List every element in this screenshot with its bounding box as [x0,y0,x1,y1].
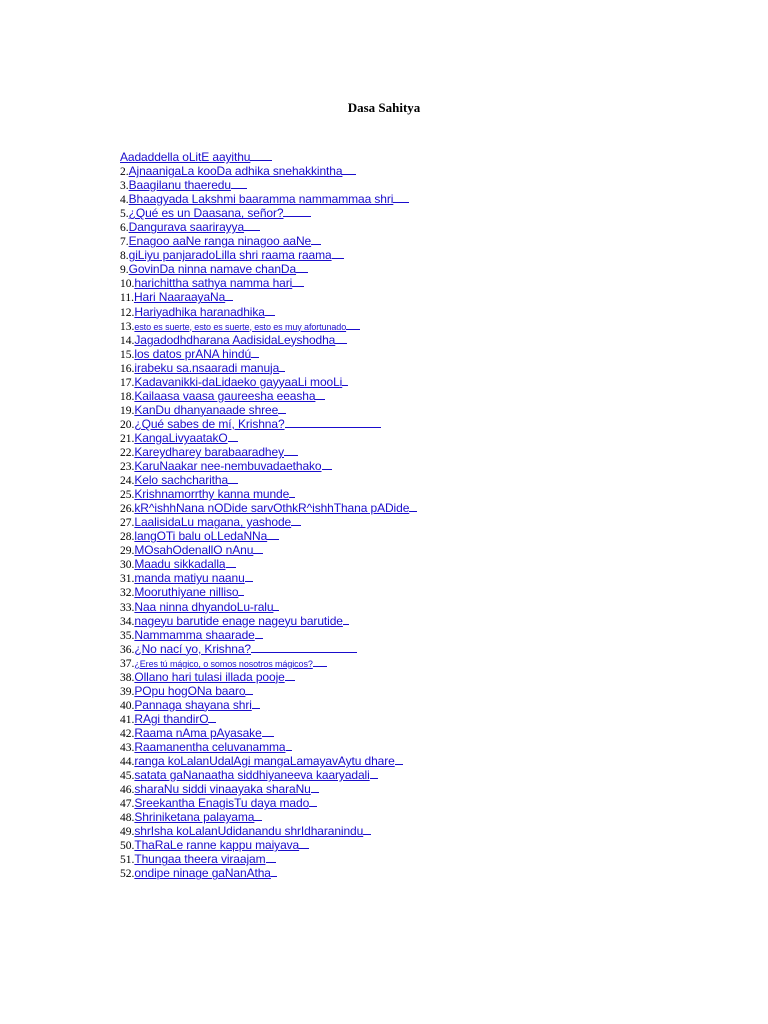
song-link[interactable]: harichittha sathya namma hari [134,276,293,291]
item-number: 17. [120,376,135,389]
link-underline-tail[interactable] [255,628,263,639]
list-item [120,192,740,206]
list-item [120,754,740,768]
item-number: 48. [120,812,135,825]
list-item [120,417,740,431]
link-underline-tail[interactable] [393,192,409,203]
item-number: 22. [120,446,135,459]
song-link[interactable]: irabeku sa.nsaaradi manuja [134,360,280,375]
link-underline-tail[interactable] [342,164,356,175]
song-link[interactable]: LaalisidaLu magana, yashode [134,515,292,530]
song-link[interactable]: esto es suerte, esto es suerte, esto es muy afortunado [134,321,347,332]
item-number: 46. [120,784,135,797]
link-underline-tail[interactable] [363,824,371,835]
list-item [120,319,740,333]
item-number: 18. [120,390,135,403]
list-item [120,178,740,192]
link-underline-tail[interactable] [273,600,279,611]
list-item [120,389,740,403]
link-underline-tail[interactable] [244,220,260,231]
link-underline-tail[interactable] [342,375,348,386]
song-link[interactable]: Ollano hari tulasi illada pooje [134,669,285,684]
link-underline-tail[interactable] [285,417,381,428]
list-item [120,768,740,782]
item-number: 45. [120,770,135,783]
link-underline-tail[interactable] [252,698,260,709]
song-link[interactable]: Krishnamorrthy kanna munde [134,487,290,502]
item-number: 6. [120,222,129,235]
link-underline-tail[interactable] [370,768,378,779]
item-number: 40. [120,699,135,712]
list-item [120,600,740,614]
item-number: 3. [120,180,129,193]
link-underline-tail[interactable] [285,670,295,681]
link-underline-tail[interactable] [409,501,417,512]
item-number: 41. [120,713,135,726]
list-item [120,290,740,304]
list-item [120,557,740,571]
song-link[interactable]: POpu hogONa baaro [134,683,246,698]
list-item [120,234,740,248]
item-number: 14. [120,334,135,347]
song-link[interactable]: KanDu dhanyanaade shree [134,402,279,417]
item-number: 11. [120,292,134,305]
item-number: 51. [120,854,135,867]
song-link[interactable]: Sreekantha EnagisTu daya mado [134,796,310,811]
list-item [120,164,740,178]
song-link[interactable]: Baagilanu thaeredu [128,178,231,193]
list-item [120,333,740,347]
item-number: 37. [120,657,135,670]
item-number: 36. [120,643,135,656]
song-link[interactable]: GovinDa ninna namave chanDa [128,262,297,277]
link-underline-tail[interactable] [278,403,286,414]
list-item [120,571,740,585]
link-underline-tail[interactable] [283,206,311,217]
item-number: 20. [120,418,135,431]
song-link[interactable]: Mooruthiyane nilliso [134,585,239,600]
item-number: 35. [120,629,135,642]
song-link[interactable]: KangaLivyaatakO [134,430,228,445]
item-number: 24. [120,475,135,488]
link-underline-tail[interactable] [271,866,277,877]
song-link[interactable]: shrIsha koLalanUdidanandu shrIdharanindu [134,824,364,839]
song-link[interactable]: ondipe ninage gaNanAtha [134,866,271,881]
list-item [120,726,740,740]
song-link[interactable]: Kelo sachcharitha [134,473,229,488]
list-item [120,712,740,726]
list-item [120,276,740,290]
list-item [120,852,740,866]
song-link[interactable]: MOsahOdenallO nAnu [134,543,254,558]
list-item [120,487,740,501]
link-underline-tail[interactable] [313,656,327,667]
item-number: 39. [120,685,135,698]
page-title: Dasa Sahitya [347,100,421,115]
link-underline-tail[interactable] [289,487,295,498]
list-item [120,459,740,473]
item-number: 7. [120,236,129,249]
list-item [120,515,740,529]
song-link[interactable]: Kadavanikki-daLidaeko gayyaaLi mooLi [134,374,343,389]
link-underline-tail[interactable] [231,178,247,189]
list-item [120,543,740,557]
item-number: 30. [120,559,135,572]
song-link[interactable]: giLiyu panjaradoLilla shri raama raama [128,248,332,263]
link-underline-tail[interactable] [238,585,244,596]
link-underline-tail[interactable] [311,782,319,793]
item-number: 44. [120,756,135,769]
song-link[interactable]: AjnaanigaLa kooDa adhika snehakkintha [128,164,343,179]
song-link[interactable]: ¿Eres tú mágico, o somos nosotros mágicos? [134,658,313,669]
link-underline-tail[interactable] [251,347,259,358]
item-number: 16. [120,362,135,375]
song-link[interactable]: KaruNaakar nee-nembuvadaethako [134,459,322,474]
song-link[interactable]: ThaRaLe ranne kappu maiyava [134,838,300,853]
song-link[interactable]: sharaNu siddi vinaayaka sharaNu [134,782,311,797]
item-number: 27. [120,517,135,530]
link-underline-tail[interactable] [245,684,253,695]
item-number: 52. [120,868,135,881]
song-list [120,150,740,880]
link-underline-tail[interactable] [332,248,344,259]
song-link[interactable]: Hari NaaraayaNa [133,290,226,305]
link-underline-tail[interactable] [343,614,349,625]
link-underline-tail[interactable] [284,445,298,456]
list-item [120,361,740,375]
link-underline-tail[interactable] [346,319,360,330]
link-underline-tail[interactable] [311,234,321,245]
item-number: 38. [120,671,135,684]
link-underline-tail[interactable] [208,712,216,723]
link-underline-tail[interactable] [395,754,403,765]
list-item [120,501,740,515]
song-link[interactable]: Nammamma shaarade [134,627,255,642]
link-underline-tail[interactable] [254,810,262,821]
link-underline-tail[interactable] [251,642,357,653]
link-underline-tail[interactable] [322,459,332,470]
item-number: 15. [120,348,135,361]
song-link[interactable]: Jagadodhdharana AadisidaLeyshodha [134,332,336,347]
song-link[interactable]: Raama nAma pAyasake [134,725,262,740]
item-number: 21. [120,432,135,445]
list-item [120,824,740,838]
item-number: 5. [120,208,129,221]
song-link[interactable]: Maadu sikkadalla [134,557,226,572]
link-underline-tail[interactable] [266,852,276,863]
link-underline-tail[interactable] [267,529,279,540]
song-link[interactable]: satata gaNanaatha siddhiyaneeva kaaryadali [134,768,370,783]
song-link[interactable]: ¿No nací yo, Krishna? [134,641,251,656]
list-item [120,656,740,670]
list-item [120,740,740,754]
list-item [120,431,740,445]
item-number: 26. [120,503,135,516]
list-item [120,347,740,361]
song-link[interactable]: ranga koLalanUdalAgi mangaLamayavAytu dhare [134,754,395,769]
list-item [120,796,740,810]
list-item [120,248,740,262]
item-number: 12. [120,306,135,319]
item-number: 8. [120,250,129,263]
item-number: 28. [120,531,135,544]
song-link[interactable]: Dangurava saarirayya [128,220,245,235]
song-link[interactable]: los datos prANA hindú [134,346,252,361]
list-item [120,866,740,880]
item-number: 2. [120,166,129,179]
song-link[interactable]: Kailaasa vaasa gaureesha eeasha [134,388,316,403]
song-link[interactable]: Hariyadhika haranadhika [134,304,265,319]
song-link[interactable]: manda matiyu naanu [134,571,245,586]
item-number: 32. [120,587,135,600]
list-item [120,403,740,417]
song-link[interactable]: Enagoo aaNe ranga ninagoo aaNe [128,234,312,249]
list-item [120,614,740,628]
item-number: 13. [120,320,135,333]
link-underline-tail[interactable] [228,431,238,442]
song-link[interactable]: Aadaddella oLitE aayithu [120,150,251,164]
link-underline-tail[interactable] [265,305,275,316]
list-item [120,529,740,543]
link-underline-tail[interactable] [279,361,285,372]
item-number: 50. [120,840,135,853]
link-underline-tail[interactable] [228,473,238,484]
item-number: 49. [120,826,135,839]
list-item [120,585,740,599]
link-underline-tail[interactable] [225,290,233,301]
song-link[interactable]: langOTi balu oLLedaNNa [134,529,268,544]
song-link[interactable]: Pannaga shayana shri [134,697,252,712]
link-underline-tail[interactable] [299,838,309,849]
link-underline-tail[interactable] [296,262,308,273]
song-link[interactable]: RAgi thandirO [134,711,209,726]
link-underline-tail[interactable] [335,333,347,344]
item-number: 47. [120,798,135,811]
list-item [120,698,740,712]
link-underline-tail[interactable] [250,150,272,161]
link-underline-tail[interactable] [245,571,253,582]
item-number: 31. [120,573,135,586]
list-item [120,375,740,389]
list-item [120,810,740,824]
list-item [120,150,740,164]
item-number: 19. [120,404,135,417]
item-number: 4. [120,194,129,207]
song-link[interactable]: Naa ninna dhyandoLu-ralu [134,599,274,614]
list-item [120,684,740,698]
item-number: 10. [120,278,135,291]
song-link[interactable]: kR^ishhNana nODide sarvOthkR^ishhThana pADide [134,501,410,516]
list-item [120,782,740,796]
list-item [120,670,740,684]
song-link[interactable]: Thungaa theera viraajam [134,852,266,867]
item-number: 34. [120,615,135,628]
link-underline-tail[interactable] [315,389,325,400]
link-underline-tail[interactable] [291,515,301,526]
link-underline-tail[interactable] [292,276,304,287]
song-link[interactable]: Kareydharey barabaaradhey [134,444,284,459]
link-underline-tail[interactable] [226,557,236,568]
item-number: 29. [120,545,135,558]
link-underline-tail[interactable] [286,740,292,751]
list-item [120,220,740,234]
link-underline-tail[interactable] [253,543,263,554]
list-item [120,262,740,276]
link-underline-tail[interactable] [262,726,274,737]
list-item [120,206,740,220]
list-item [120,628,740,642]
item-number: 25. [120,489,135,502]
list-item [120,838,740,852]
item-number: 43. [120,741,135,754]
item-number: 42. [120,727,135,740]
item-number: 9. [120,264,129,277]
item-number: 33. [120,601,135,614]
link-underline-tail[interactable] [309,796,317,807]
song-link[interactable]: ¿Qué es un Daasana, señor? [128,206,284,221]
list-item [120,473,740,487]
song-link[interactable]: Raamanentha celuvanamma [134,739,286,754]
item-number: 23. [120,461,135,474]
song-link[interactable]: Bhaagyada Lakshmi baaramma nammammaa shri [128,192,394,207]
list-item [120,305,740,319]
song-link[interactable]: nageyu barutide enage nageyu barutide [134,613,343,628]
song-link[interactable]: ¿Qué sabes de mí, Krishna? [134,416,285,431]
list-item [120,642,740,656]
song-link[interactable]: Shriniketana palayama [134,810,255,825]
list-item [120,445,740,459]
